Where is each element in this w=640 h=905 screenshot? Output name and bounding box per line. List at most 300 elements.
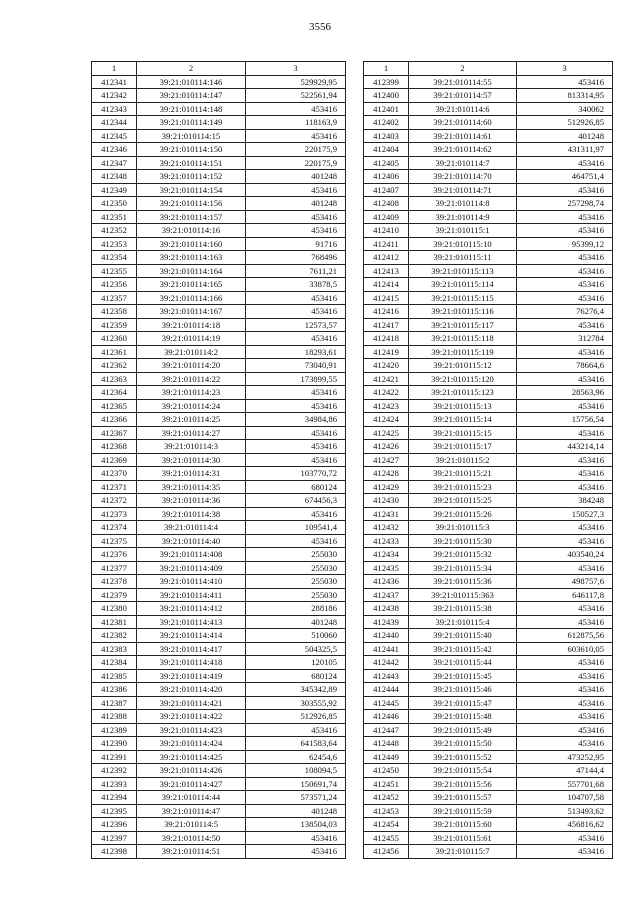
value-cell: 504325,5 [246,642,346,656]
value-cell: 401248 [246,804,346,818]
cadastral-number-cell: 39:21:010114:24 [137,399,246,413]
cadastral-number-cell: 39:21:010114:22 [137,372,246,386]
row-number-cell: 412380 [92,602,137,616]
value-cell: 453416 [517,737,613,751]
value-cell: 303555,92 [246,696,346,710]
row-number-cell: 412455 [364,831,409,845]
table-row [92,251,346,265]
row-number-cell: 412432 [364,521,409,535]
row-number-cell: 412450 [364,764,409,778]
table-row [92,575,346,589]
cadastral-number-cell: 39:21:010115:114 [409,278,517,292]
table-row [92,629,346,643]
row-number-cell: 412372 [92,494,137,508]
value-cell: 28563,96 [517,386,613,400]
cadastral-number-cell: 39:21:010114:414 [137,629,246,643]
cadastral-number-cell: 39:21:010115:17 [409,440,517,454]
cadastral-number-cell: 39:21:010114:18 [137,318,246,332]
cadastral-number-cell: 39:21:010115:13 [409,399,517,413]
cadastral-number-cell: 39:21:010115:48 [409,710,517,724]
cadastral-number-cell: 39:21:010114:23 [137,386,246,400]
table-row [364,318,613,332]
table-row [92,480,346,494]
value-cell: 257298,74 [517,197,613,211]
table-row [92,143,346,157]
row-number-cell: 412414 [364,278,409,292]
table-row [92,386,346,400]
row-number-cell: 412415 [364,291,409,305]
table-row [364,210,613,224]
table-row [364,332,613,346]
row-number-cell: 412422 [364,386,409,400]
cadastral-number-cell: 39:21:010114:16 [137,224,246,238]
cadastral-number-cell: 39:21:010115:118 [409,332,517,346]
row-number-cell: 412391 [92,750,137,764]
row-number-cell: 412426 [364,440,409,454]
value-cell: 453416 [517,318,613,332]
cadastral-number-cell: 39:21:010114:150 [137,143,246,157]
table-row [364,75,613,89]
table-row [92,791,346,805]
row-number-cell: 412418 [364,332,409,346]
cadastral-number-cell: 39:21:010115:11 [409,251,517,265]
cadastral-number-cell: 39:21:010114:9 [409,210,517,224]
table-row [364,413,613,427]
row-number-cell: 412428 [364,467,409,481]
row-number-cell: 412390 [92,737,137,751]
value-cell: 453416 [246,129,346,143]
row-number-cell: 412354 [92,251,137,265]
row-number-cell: 412382 [92,629,137,643]
table-row [92,804,346,818]
table-row [364,845,613,859]
value-cell: 118163,9 [246,116,346,130]
table-row [364,507,613,521]
table-row [364,723,613,737]
table-row [92,75,346,89]
row-number-cell: 412440 [364,629,409,643]
table-row [92,683,346,697]
table-row [92,224,346,238]
cadastral-number-cell: 39:21:010114:19 [137,332,246,346]
table-row [92,278,346,292]
column-header-3: 3 [517,62,613,76]
row-number-cell: 412387 [92,696,137,710]
cadastral-number-cell: 39:21:010114:165 [137,278,246,292]
table-row [364,399,613,413]
value-cell: 464751,4 [517,170,613,184]
row-number-cell: 412435 [364,561,409,575]
row-number-cell: 412383 [92,642,137,656]
cadastral-number-cell: 39:21:010115:123 [409,386,517,400]
cadastral-number-cell: 39:21:010114:44 [137,791,246,805]
cadastral-number-cell: 39:21:010114:6 [409,102,517,116]
cadastral-number-cell: 39:21:010114:71 [409,183,517,197]
row-number-cell: 412433 [364,534,409,548]
cadastral-number-cell: 39:21:010114:36 [137,494,246,508]
value-cell: 453416 [246,507,346,521]
value-cell: 453416 [246,183,346,197]
table-row [364,264,613,278]
value-cell: 453416 [246,305,346,319]
table-row [364,426,613,440]
value-cell: 401248 [246,615,346,629]
cadastral-number-cell: 39:21:010115:61 [409,831,517,845]
row-number-cell: 412456 [364,845,409,859]
row-number-cell: 412393 [92,777,137,791]
value-cell: 641583,64 [246,737,346,751]
value-cell: 498757,6 [517,575,613,589]
value-cell: 453416 [246,399,346,413]
value-cell: 443214,14 [517,440,613,454]
value-cell: 453416 [246,534,346,548]
row-number-cell: 412373 [92,507,137,521]
table-row [92,116,346,130]
value-cell: 453416 [517,602,613,616]
table-row [92,764,346,778]
value-cell: 109541,4 [246,521,346,535]
cadastral-number-cell: 39:21:010114:61 [409,129,517,143]
table-row [364,143,613,157]
row-number-cell: 412445 [364,696,409,710]
value-cell: 512926,85 [246,710,346,724]
row-number-cell: 412423 [364,399,409,413]
table-row [92,561,346,575]
cadastral-number-cell: 39:21:010115:32 [409,548,517,562]
table-row [364,710,613,724]
row-number-cell: 412424 [364,413,409,427]
table-row [92,642,346,656]
row-number-cell: 412367 [92,426,137,440]
row-number-cell: 412401 [364,102,409,116]
cadastral-number-cell: 39:21:010114:412 [137,602,246,616]
row-number-cell: 412352 [92,224,137,238]
table-row [364,791,613,805]
row-number-cell: 412437 [364,588,409,602]
value-cell: 529929,95 [246,75,346,89]
table-row [364,642,613,656]
row-number-cell: 412344 [92,116,137,130]
table-row [92,737,346,751]
row-number-cell: 412410 [364,224,409,238]
table-row [364,372,613,386]
cadastral-number-cell: 39:21:010114:57 [409,89,517,103]
value-cell: 62454,6 [246,750,346,764]
value-cell: 680124 [246,669,346,683]
value-cell: 138504,03 [246,818,346,832]
row-number-cell: 412429 [364,480,409,494]
row-number-cell: 412421 [364,372,409,386]
row-number-cell: 412357 [92,291,137,305]
cadastral-number-cell: 39:21:010114:422 [137,710,246,724]
row-number-cell: 412364 [92,386,137,400]
table-row [92,831,346,845]
value-cell: 453416 [517,224,613,238]
row-number-cell: 412446 [364,710,409,724]
cadastral-number-cell: 39:21:010114:149 [137,116,246,130]
table-row [364,534,613,548]
cadastral-number-cell: 39:21:010114:146 [137,75,246,89]
row-number-cell: 412345 [92,129,137,143]
cadastral-number-cell: 39:21:010114:70 [409,170,517,184]
cadastral-number-cell: 39:21:010114:152 [137,170,246,184]
row-number-cell: 412449 [364,750,409,764]
row-number-cell: 412453 [364,804,409,818]
value-cell: 220175,9 [246,143,346,157]
value-cell: 453416 [517,534,613,548]
value-cell: 453416 [517,669,613,683]
row-number-cell: 412378 [92,575,137,589]
table-row [364,251,613,265]
value-cell: 255030 [246,588,346,602]
row-number-cell: 412379 [92,588,137,602]
value-cell: 73040,91 [246,359,346,373]
cadastral-number-cell: 39:21:010115:44 [409,656,517,670]
value-cell: 401248 [517,129,613,143]
value-cell: 453416 [517,723,613,737]
cadastral-number-cell: 39:21:010115:47 [409,696,517,710]
value-cell: 573571,24 [246,791,346,805]
table-row [92,210,346,224]
cadastral-number-cell: 39:21:010114:47 [137,804,246,818]
value-cell: 512926,85 [517,116,613,130]
value-cell: 453416 [517,291,613,305]
table-row [92,669,346,683]
row-number-cell: 412363 [92,372,137,386]
value-cell: 453416 [246,102,346,116]
table-row [364,170,613,184]
cadastral-number-cell: 39:21:010115:30 [409,534,517,548]
cadastral-number-cell: 39:21:010115:26 [409,507,517,521]
value-cell: 18293,61 [246,345,346,359]
table-row [92,264,346,278]
value-cell: 431311,97 [517,143,613,157]
table-row [92,332,346,346]
row-number-cell: 412447 [364,723,409,737]
cadastral-number-cell: 39:21:010115:3 [409,521,517,535]
table-row [92,129,346,143]
table-row [364,764,613,778]
table-row [92,183,346,197]
table-row [92,818,346,832]
value-cell: 453416 [246,210,346,224]
cadastral-number-cell: 39:21:010114:2 [137,345,246,359]
row-number-cell: 412434 [364,548,409,562]
cadastral-number-cell: 39:21:010115:54 [409,764,517,778]
cadastral-number-cell: 39:21:010115:52 [409,750,517,764]
cadastral-number-cell: 39:21:010114:427 [137,777,246,791]
table-row [364,102,613,116]
value-cell: 768496 [246,251,346,265]
table-row [92,588,346,602]
row-number-cell: 412351 [92,210,137,224]
column-header-2: 2 [409,62,517,76]
page-number: 3556 [309,21,331,33]
cadastral-number-cell: 39:21:010115:50 [409,737,517,751]
table-row [364,575,613,589]
value-cell: 453416 [246,224,346,238]
table-row [364,750,613,764]
cadastral-number-cell: 39:21:010115:57 [409,791,517,805]
value-cell: 603610,05 [517,642,613,656]
table-row [364,237,613,251]
table-row [92,507,346,521]
row-number-cell: 412371 [92,480,137,494]
column-header-3: 3 [246,62,346,76]
row-number-cell: 412399 [364,75,409,89]
row-number-cell: 412398 [92,845,137,859]
value-cell: 453416 [517,521,613,535]
row-number-cell: 412385 [92,669,137,683]
row-number-cell: 412430 [364,494,409,508]
value-cell: 95399,12 [517,237,613,251]
value-cell: 453416 [517,278,613,292]
value-cell: 453416 [517,372,613,386]
value-cell: 150691,74 [246,777,346,791]
table-row [364,156,613,170]
value-cell: 453416 [517,615,613,629]
row-number-cell: 412386 [92,683,137,697]
value-cell: 220175,9 [246,156,346,170]
table-row [364,696,613,710]
cadastral-number-cell: 39:21:010114:160 [137,237,246,251]
cadastral-number-cell: 39:21:010115:45 [409,669,517,683]
cadastral-number-cell: 39:21:010114:7 [409,156,517,170]
row-number-cell: 412427 [364,453,409,467]
value-cell: 473252,95 [517,750,613,764]
value-cell: 453416 [517,656,613,670]
row-number-cell: 412358 [92,305,137,319]
cadastral-number-cell: 39:21:010115:38 [409,602,517,616]
value-cell: 453416 [517,426,613,440]
table-row [364,777,613,791]
value-cell: 255030 [246,575,346,589]
row-number-cell: 412409 [364,210,409,224]
table-row [364,494,613,508]
cadastral-number-cell: 39:21:010115:21 [409,467,517,481]
table-row [92,197,346,211]
value-cell: 401248 [246,170,346,184]
table-row [364,197,613,211]
table-row [364,480,613,494]
cadastral-number-cell: 39:21:010114:50 [137,831,246,845]
cadastral-number-cell: 39:21:010114:419 [137,669,246,683]
cadastral-number-cell: 39:21:010114:51 [137,845,246,859]
cadastral-number-cell: 39:21:010114:20 [137,359,246,373]
table-row [92,413,346,427]
table-row [92,359,346,373]
value-cell: 680124 [246,480,346,494]
table-row [92,750,346,764]
table-row [364,453,613,467]
row-number-cell: 412454 [364,818,409,832]
row-number-cell: 412431 [364,507,409,521]
row-number-cell: 412384 [92,656,137,670]
table-row [92,494,346,508]
row-number-cell: 412443 [364,669,409,683]
table-row [364,521,613,535]
row-number-cell: 412425 [364,426,409,440]
value-cell: 255030 [246,561,346,575]
table-row [92,237,346,251]
value-cell: 76276,4 [517,305,613,319]
value-cell: 401248 [246,197,346,211]
table-row [92,723,346,737]
value-cell: 15756,54 [517,413,613,427]
table-row [364,818,613,832]
table-row [364,588,613,602]
cadastral-number-cell: 39:21:010115:34 [409,561,517,575]
table-row [92,453,346,467]
row-number-cell: 412394 [92,791,137,805]
table-row [364,831,613,845]
cadastral-number-cell: 39:21:010115:59 [409,804,517,818]
table-row [92,548,346,562]
value-cell: 340062 [517,102,613,116]
row-number-cell: 412412 [364,251,409,265]
row-number-cell: 412359 [92,318,137,332]
table-row [92,845,346,859]
table-row [364,602,613,616]
cadastral-number-cell: 39:21:010115:25 [409,494,517,508]
cadastral-number-cell: 39:21:010114:25 [137,413,246,427]
cadastral-number-cell: 39:21:010114:167 [137,305,246,319]
cadastral-number-cell: 39:21:010114:425 [137,750,246,764]
table-row [92,399,346,413]
row-number-cell: 412439 [364,615,409,629]
value-cell: 453416 [517,264,613,278]
value-cell: 288186 [246,602,346,616]
cadastral-number-cell: 39:21:010115:42 [409,642,517,656]
row-number-cell: 412406 [364,170,409,184]
value-cell: 453416 [517,696,613,710]
table-row [92,615,346,629]
row-number-cell: 412366 [92,413,137,427]
cadastral-number-cell: 39:21:010114:409 [137,561,246,575]
column-header-2: 2 [137,62,246,76]
cadastral-number-cell: 39:21:010115:49 [409,723,517,737]
value-cell: 108094,5 [246,764,346,778]
row-number-cell: 412362 [92,359,137,373]
table-row [92,602,346,616]
table-row [364,89,613,103]
value-cell: 453416 [517,831,613,845]
cadastral-number-cell: 39:21:010114:421 [137,696,246,710]
cadastral-number-cell: 39:21:010115:7 [409,845,517,859]
row-number-cell: 412417 [364,318,409,332]
table-row [92,426,346,440]
value-cell: 453416 [246,453,346,467]
register-table-right [363,61,613,859]
value-cell: 453416 [517,251,613,265]
table-row [364,656,613,670]
table-row [92,102,346,116]
row-number-cell: 412353 [92,237,137,251]
row-number-cell: 412396 [92,818,137,832]
table-row [92,440,346,454]
cadastral-number-cell: 39:21:010115:116 [409,305,517,319]
row-number-cell: 412342 [92,89,137,103]
value-cell: 150527,3 [517,507,613,521]
cadastral-number-cell: 39:21:010114:418 [137,656,246,670]
cadastral-number-cell: 39:21:010115:4 [409,615,517,629]
row-number-cell: 412420 [364,359,409,373]
cadastral-number-cell: 39:21:010114:426 [137,764,246,778]
value-cell: 453416 [517,845,613,859]
table-row [92,534,346,548]
cadastral-number-cell: 39:21:010114:40 [137,534,246,548]
cadastral-number-cell: 39:21:010114:8 [409,197,517,211]
